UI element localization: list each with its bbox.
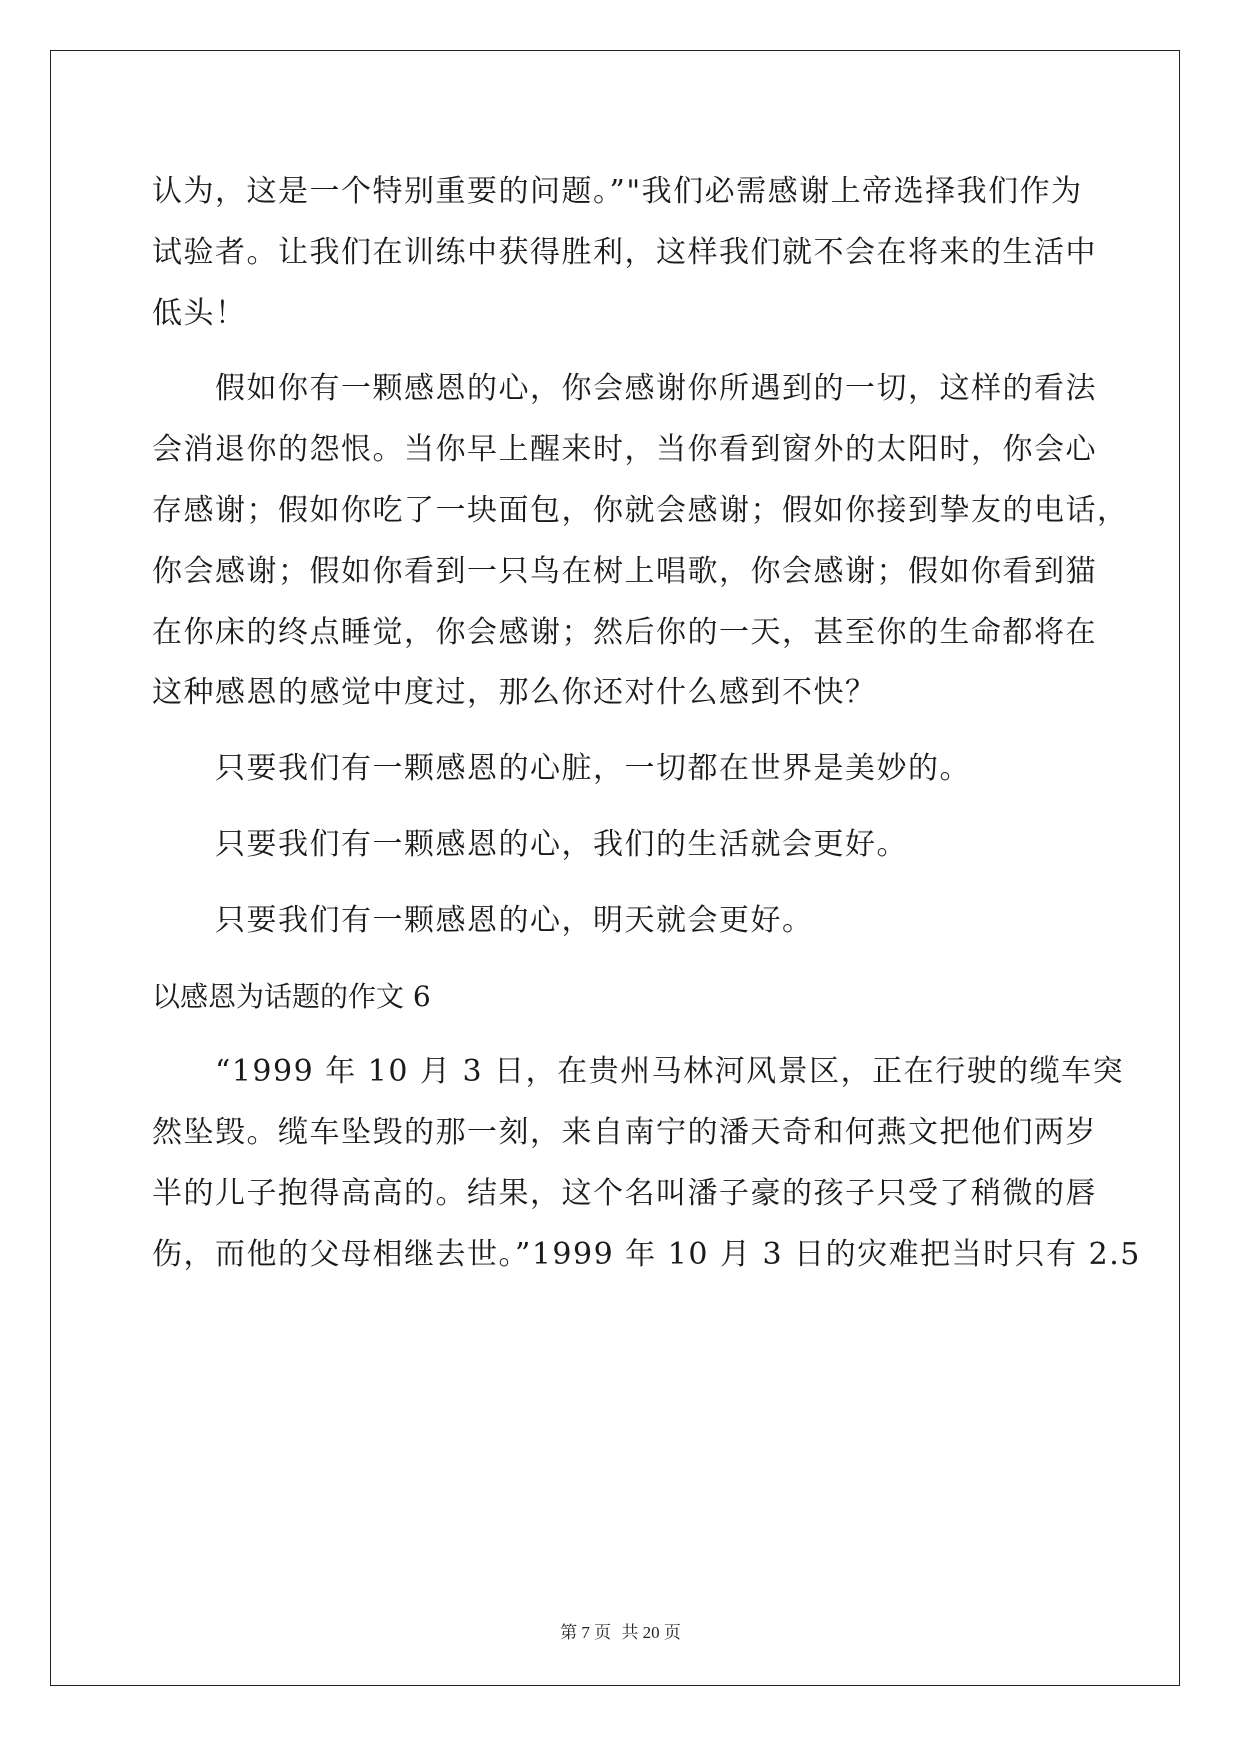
page-footer <box>0 1618 1241 1643</box>
page-total: 共 20 页 <box>621 1623 681 1642</box>
paragraph-5 <box>152 891 1087 952</box>
page-number: 第 7 页 <box>560 1623 612 1642</box>
paragraph-3 <box>152 739 1087 800</box>
text-line: 存感谢；假如你吃了一块面包，你就会感谢；假如你接到挚友的电话， <box>152 492 1129 528</box>
text-line: 认为，这是一个特别重要的问题。”"我们必需感谢上帝选择我们作为 <box>152 174 1083 209</box>
text-line: 只要我们有一颗感恩的心脏，一切都在世界是美妙的。 <box>152 751 971 787</box>
paragraph-2 <box>152 359 1129 724</box>
text-line: 只要我们有一颗感恩的心，我们的生活就会更好。 <box>152 826 908 862</box>
text-line: 半的儿子抱得高高的。结果，这个名叫潘子豪的孩子只受了稍微的唇 <box>152 1175 1097 1211</box>
text-line: 会消退你的怨恨。当你早上醒来时，当你看到窗外的太阳时，你会心 <box>152 432 1097 468</box>
paragraph-1 <box>152 162 1097 344</box>
document-body <box>152 162 1141 1286</box>
text-line: 这种感恩的感觉中度过，那么你还对什么感到不快？ <box>152 675 877 711</box>
text-line: 假如你有一颗感恩的心，你会感谢你所遇到的一切，这样的看法 <box>152 371 1097 407</box>
text-line: 试验者。让我们在训练中获得胜利，这样我们就不会在将来的生活中 <box>152 234 1097 270</box>
text-line: 伤，而他的父母相继去世。”1999 年 10 月 3 日的灾难把当时只有 2.5 <box>152 1236 1141 1272</box>
section-title: 以感恩为话题的作文 6 <box>152 979 431 1013</box>
text-line: 只要我们有一颗感恩的心，明天就会更好。 <box>152 902 814 938</box>
text-line: 低头！ <box>152 295 247 331</box>
text-line: “1999 年 10 月 3 日，在贵州马林河风景区，正在行驶的缆车突 <box>152 1054 1125 1090</box>
text-line: 在你床的终点睡觉，你会感谢；然后你的一天，甚至你的生命都将在 <box>152 614 1097 650</box>
section-paragraph <box>152 1042 1141 1285</box>
paragraph-4 <box>152 815 1087 876</box>
text-line: 你会感谢；假如你看到一只鸟在树上唱歌，你会感谢；假如你看到猫 <box>152 553 1097 589</box>
text-line: 然坠毁。缆车坠毁的那一刻，来自南宁的潘天奇和何燕文把他们两岁 <box>152 1115 1097 1151</box>
